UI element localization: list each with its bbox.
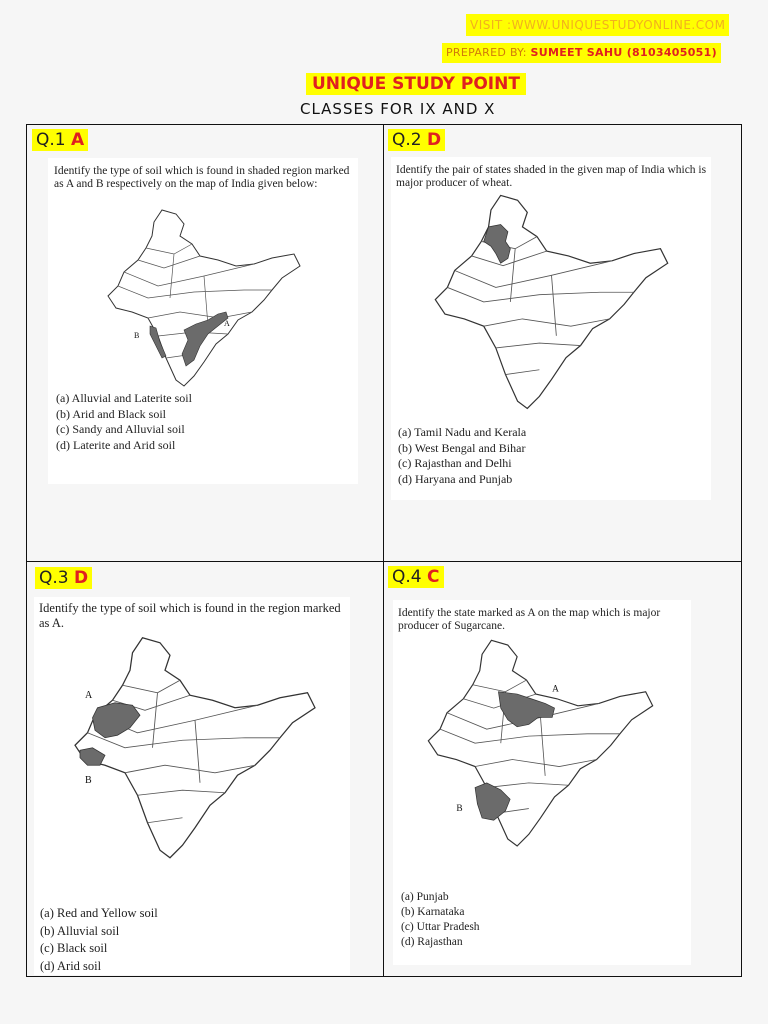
question-card-4 [393,600,691,965]
india-map [429,193,674,423]
option-b: (b) Arid and Black soil [56,406,166,421]
question-answer: D [427,130,442,150]
map-label-b: B [456,803,463,814]
options-list [56,391,192,453]
question-label-4 [388,566,444,588]
question-card-2 [391,157,711,500]
india-map [70,635,320,873]
question-cell-3 [27,562,384,976]
prepared-by-banner [442,43,721,63]
map-label-a: A [224,319,230,328]
question-number: Q.3 [39,568,69,588]
option-b: (b) West Bengal and Bihar [398,440,526,455]
question-label-2 [388,129,445,151]
option-c: (c) Black soil [40,941,108,955]
option-c: (c) Rajasthan and Delhi [398,456,512,470]
question-card-3 [34,597,350,975]
question-grid [26,124,742,977]
author-name: SUMEET SAHU (8103405051) [530,46,717,59]
question-answer: D [74,568,89,588]
option-a: (a) Punjab [401,891,449,903]
option-d: (d) Haryana and Punjab [398,471,513,486]
question-label-3 [35,567,92,589]
question-label-1 [32,129,88,151]
option-c: (c) Uttar Pradesh [401,921,480,933]
question-answer: C [427,567,440,587]
option-a: (a) Alluvial and Laterite soil [56,391,192,405]
question-text: Identify the type of soil which is found in shaded region marked as A and B respectively on the map of India given below: [54,165,350,190]
question-card-1 [48,158,358,484]
option-a: (a) Tamil Nadu and Kerala [398,425,527,439]
map-label-b: B [85,774,92,786]
option-d: (d) Laterite and Arid soil [56,437,176,452]
question-cell-4 [384,562,741,976]
map-label-a: A [552,684,559,695]
prepared-by-label: PREPARED BY: [446,46,531,59]
option-a: (a) Red and Yellow soil [40,906,158,920]
website-banner: VISIT :WWW.UNIQUESTUDYONLINE.COM [466,14,729,36]
question-text: Identify the type of soil which is found in the region marked as A. [39,601,341,630]
question-answer: A [71,130,85,150]
question-cell-2 [384,125,741,562]
india-map [104,208,304,398]
option-d: (d) Arid soil [40,958,102,973]
options-list [401,890,480,950]
question-number: Q.1 [36,130,66,150]
question-cell-1 [27,125,384,562]
brand-title: UNIQUE STUDY POINT [306,73,526,95]
question-number: Q.4 [392,567,422,587]
option-b: (b) Alluvial soil [40,923,120,938]
options-list [40,905,158,975]
question-number: Q.2 [392,130,422,150]
classes-subtitle: CLASSES FOR IX AND X [300,100,496,118]
options-list [398,425,526,487]
question-text: Identify the pair of states shaded in the given map of India which is major producer of wheat. [396,164,707,189]
option-d: (d) Rajasthan [401,936,463,948]
option-c: (c) Sandy and Alluvial soil [56,422,185,436]
option-b: (b) Karnataka [401,906,465,918]
map-label-a: A [85,689,93,701]
map-label-b: B [134,331,140,340]
india-map [423,638,658,860]
question-text: Identify the state marked as A on the map which is major producer of Sugarcane. [398,607,661,632]
